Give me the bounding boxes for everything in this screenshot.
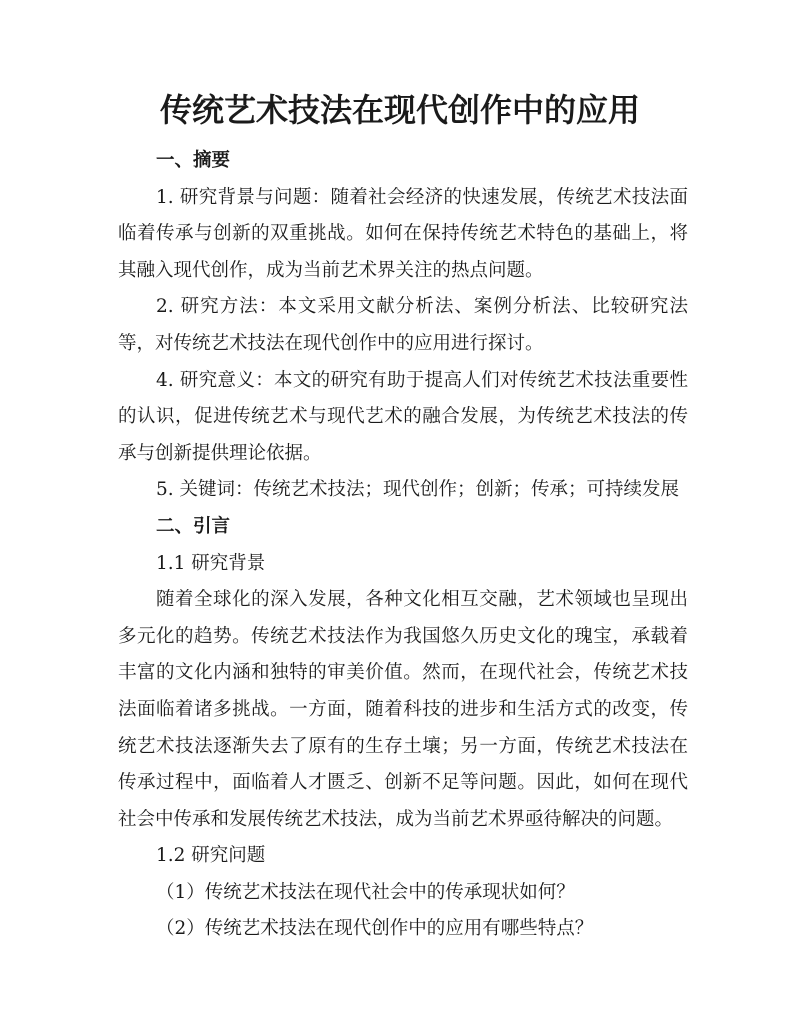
- subsection-heading-questions: 1.2 研究问题: [156, 845, 266, 867]
- document-body: [118, 143, 688, 948]
- research-question-1: （1）传统艺术技法在现代社会中的传承现状如何？: [156, 881, 575, 903]
- abstract-item-keywords: 5. 关键词：传统艺术技法；现代创作；创新；传承；可持续发展: [156, 479, 680, 501]
- subsection-heading-background: 1.1 研究背景: [156, 552, 266, 574]
- page-title: 传统艺术技法在现代创作中的应用: [159, 91, 640, 129]
- abstract-item-method: 2. 研究方法：本文采用文献分析法、案例分析法、比较研究法等，对传统艺术技法在现代创作中的应用进行探讨。: [118, 296, 688, 354]
- abstract-item-background: 1. 研究背景与问题：随着社会经济的快速发展，传统艺术技法面临着传承与创新的双重挑战。如何在保持传统艺术特色的基础上，将其融入现代创作，成为当前艺术界关注的热点问题。: [118, 186, 688, 281]
- research-question-2: （2）传统艺术技法在现代创作中的应用有哪些特点？: [156, 918, 594, 940]
- section-heading-abstract: 一、摘要: [156, 150, 231, 171]
- section-heading-intro: 二、引言: [156, 515, 231, 537]
- abstract-item-significance: 4. 研究意义：本文的研究有助于提高人们对传统艺术技法重要性的认识，促进传统艺术与现代艺术的融合发展，为传统艺术技法的传承与创新提供理论依据。: [118, 369, 688, 464]
- background-paragraph: 随着全球化的深入发展，各种文化相互交融，艺术领域也呈现出多元化的趋势。传统艺术技法作为我国悠久历史文化的瑰宝，承载着丰富的文化内涵和独特的审美价值。然而，在现代社会，传统艺术技法面临着诸多挑战。一方面，随着科技的进步和生活方式的改变，传统艺术技法逐渐失去了原有的生存土壤；另一方面，传统艺术技法在传承过程中，面临着人才匮乏、创新不足等问题。因此，如何在现代社会中传承和发展传统艺术技法，成为当前艺术界亟待解决的问题。: [118, 589, 688, 830]
